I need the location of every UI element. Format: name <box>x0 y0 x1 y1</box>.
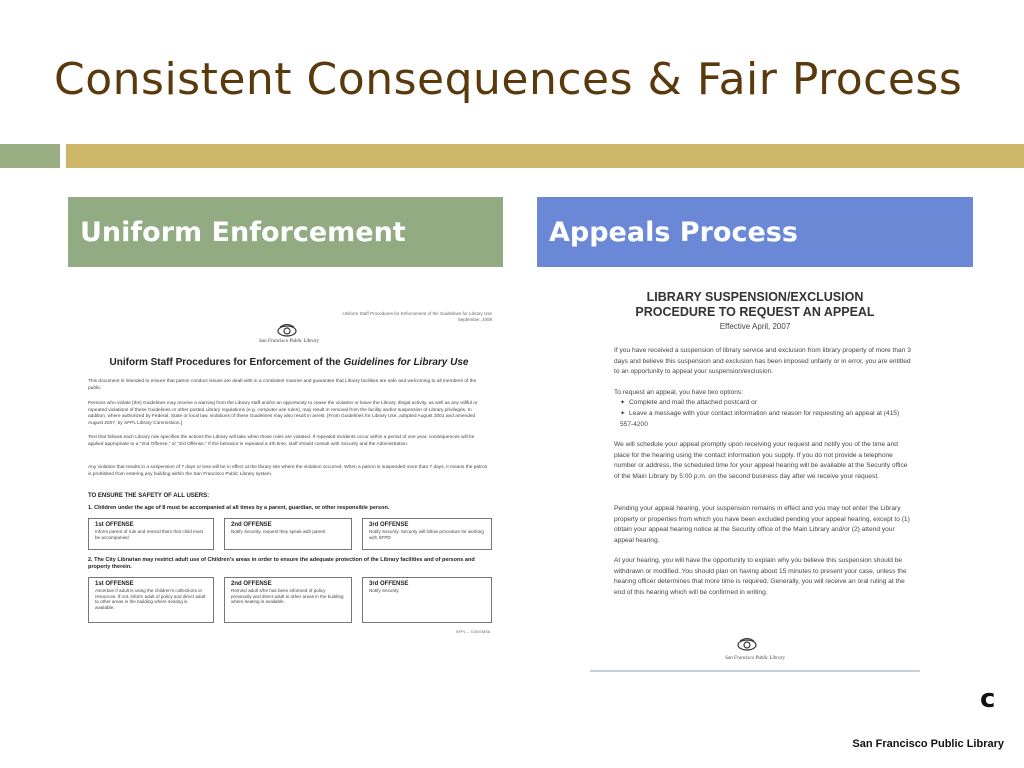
safety-section-heading: TO ENSURE THE SAFETY OF ALL USERS: <box>88 493 210 499</box>
library-name: San Francisco Public Library <box>725 656 785 661</box>
library-name: San Francisco Public Library <box>259 339 319 344</box>
appeal-paragraph-3: We will schedule your appeal promptly upon receiving your request and notify you of the time and place for the hearing using the contact information you supply. If you do not provide a telephone number or address, the scheduled time for your appeal hearing will be available at the Security office of the Main Library by 5:00 p.m. on the second business day after we receive your request. <box>614 441 908 480</box>
offense-text: Notify Security. Security will follow procedure for working with SFPD <box>369 529 484 540</box>
appeal-paragraph-5: At your hearing, you will have the opportunity to explain why you believe this suspension should be withdrawn or modified. You should plan on having about 15 minutes to present your case, unless the hearing officer determines that more time is required. Generally, you will receive an oral ruling at the end of this hearing which will be confirmed in writing. <box>614 557 907 596</box>
paragraph-2: Persons who violate [the] Guidelines may receive a warning from the Library staff and/or an opportunity to cease the violation or leave the Library. Illegal activity, as well as any willful or repeated violations of these Guidelines or other posted Library regulations (e.g. computer use rules), may result in removal from the facility and/or suspension of Library privileges. In addition, where authorized by Federal, State or local law, violations of these Guidelines may also result in arrest. [From Guidelines for Library Use, adopted August 2001 and amended August 2007, by SFPL Library Commission.] <box>88 401 478 426</box>
appeal-document-title <box>590 290 920 320</box>
appeal-paragraph-2: To request an appeal, you have two options: <box>614 389 744 396</box>
appeal-paragraph-1: If you have received a suspension of library service and exclusion from library property of more than 3 days and believe this suspension and exclusion has been imposed unfairly or in error, you are entitled to an opportunity to appeal your suspension/exclusion. <box>614 347 911 375</box>
offense-text: Ascertain if adult is using the children's collections or resources. If not, inform adult of policy and direct adult to other areas in the building where seating is available. <box>95 588 206 610</box>
appeal-bullet-2 <box>620 409 910 430</box>
appeal-paragraph-4: Pending your appeal hearing, your suspension remains in effect and you may not enter the Library property or properties from which you have been excluded pending your appeal hearing, except to (1) obtain your appeal hearing notice at the Security office of the Main Library and/or (2) attend your appeal hearing. <box>614 505 910 544</box>
rule2-offense-1 <box>88 577 214 623</box>
footer-library-name: San Francisco Public Library <box>852 738 1004 750</box>
offense-label: 3rd OFFENSE <box>369 581 409 587</box>
heading-emphasis: Guidelines for Library Use <box>343 357 469 368</box>
heading-text: Uniform Staff Procedures for Enforcement of the <box>109 357 344 368</box>
appeals-process-header: Appeals Process <box>537 197 973 267</box>
paragraph-4: Any violation that results in a suspension of 7 days or less will be in effect at the library site where the violation occurred. When a patron is suspended more than 7 days, it means the patron is prohibited from entering any building within the San Francisco Public Library system. <box>88 465 488 477</box>
rule1-offense-1 <box>88 518 214 550</box>
offense-text: Remind adult s/he has been informed of policy previously and direct adult to other areas in the building where seating is available. <box>231 588 344 605</box>
sfpl-logo-icon <box>736 637 758 651</box>
rule-1: 1. Children under the age of 8 must be accompanied at all times by a parent, guardian, or other responsible person. <box>88 505 390 511</box>
rule2-offense-2 <box>224 577 352 623</box>
appeal-procedure-document <box>590 282 920 672</box>
rule1-offense-3 <box>362 518 492 550</box>
sfpl-logo-icon <box>276 323 298 337</box>
offense-label: 1st OFFENSE <box>95 522 134 528</box>
accent-bar-green <box>0 144 60 168</box>
star-bullet-icon <box>620 399 629 406</box>
offense-text: Notify Security, request they speak with parent <box>231 529 326 534</box>
accent-bar-gold <box>66 144 1024 168</box>
bullet-text: Leave a message with your contact information and reason for requesting an appeal at (415) 557-4200 <box>620 410 900 428</box>
rule2-offense-3 <box>362 577 492 623</box>
document-footer: SFPL – 7/28 EMS8 <box>455 629 490 634</box>
offense-text: Inform parent of rule and remind them that child must be accompanied <box>95 529 204 540</box>
offense-label: 1st OFFENSE <box>95 581 134 587</box>
slide-title: Consistent Consequences & Fair Process <box>54 54 963 105</box>
title-line-2: PROCEDURE TO REQUEST AN APPEAL <box>635 305 875 319</box>
paragraph-1: This document is intended to ensure that patron conduct issues are dealt with in a consistent manner and guarantee that Library facilities are safe and welcoming to all members of the public. <box>88 379 477 391</box>
c-mark: c <box>980 684 996 714</box>
offense-label: 2nd OFFENSE <box>231 522 272 528</box>
star-bullet-icon <box>620 410 629 417</box>
appeal-bullet-1 <box>620 398 910 409</box>
paragraph-3: Text that follows each Library rule specifies the actions the Library will take when those rules are violated. If repeated incidents occur within a period of one year, consequences will be applied appropriate to a “2nd Offense,” or “3rd Offense.” If the behavior is repeated a 4th time, staff should consult with Security and the Administration. <box>88 435 475 447</box>
bullet-text: Complete and mail the attached postcard or <box>629 399 757 406</box>
offense-label: 3rd OFFENSE <box>369 522 409 528</box>
uniform-enforcement-header: Uniform Enforcement <box>68 197 503 267</box>
document-heading <box>82 357 496 368</box>
document-header-note: Uniform Staff Procedures for Enforcement of the Guidelines for Library Use September, 2008 <box>342 311 492 322</box>
effective-date: Effective April, 2007 <box>719 322 791 331</box>
offense-label: 2nd OFFENSE <box>231 581 272 587</box>
uniform-procedures-document <box>82 305 496 640</box>
rule-2: 2. The City Librarian may restrict adult use of Children's areas in order to ensure the adequate protection of the Library facilities and of persons and property therein. <box>88 557 475 570</box>
rule1-offense-2 <box>224 518 352 550</box>
offense-text: Notify Security <box>369 588 399 593</box>
title-line-1: LIBRARY SUSPENSION/EXCLUSION <box>646 290 864 304</box>
